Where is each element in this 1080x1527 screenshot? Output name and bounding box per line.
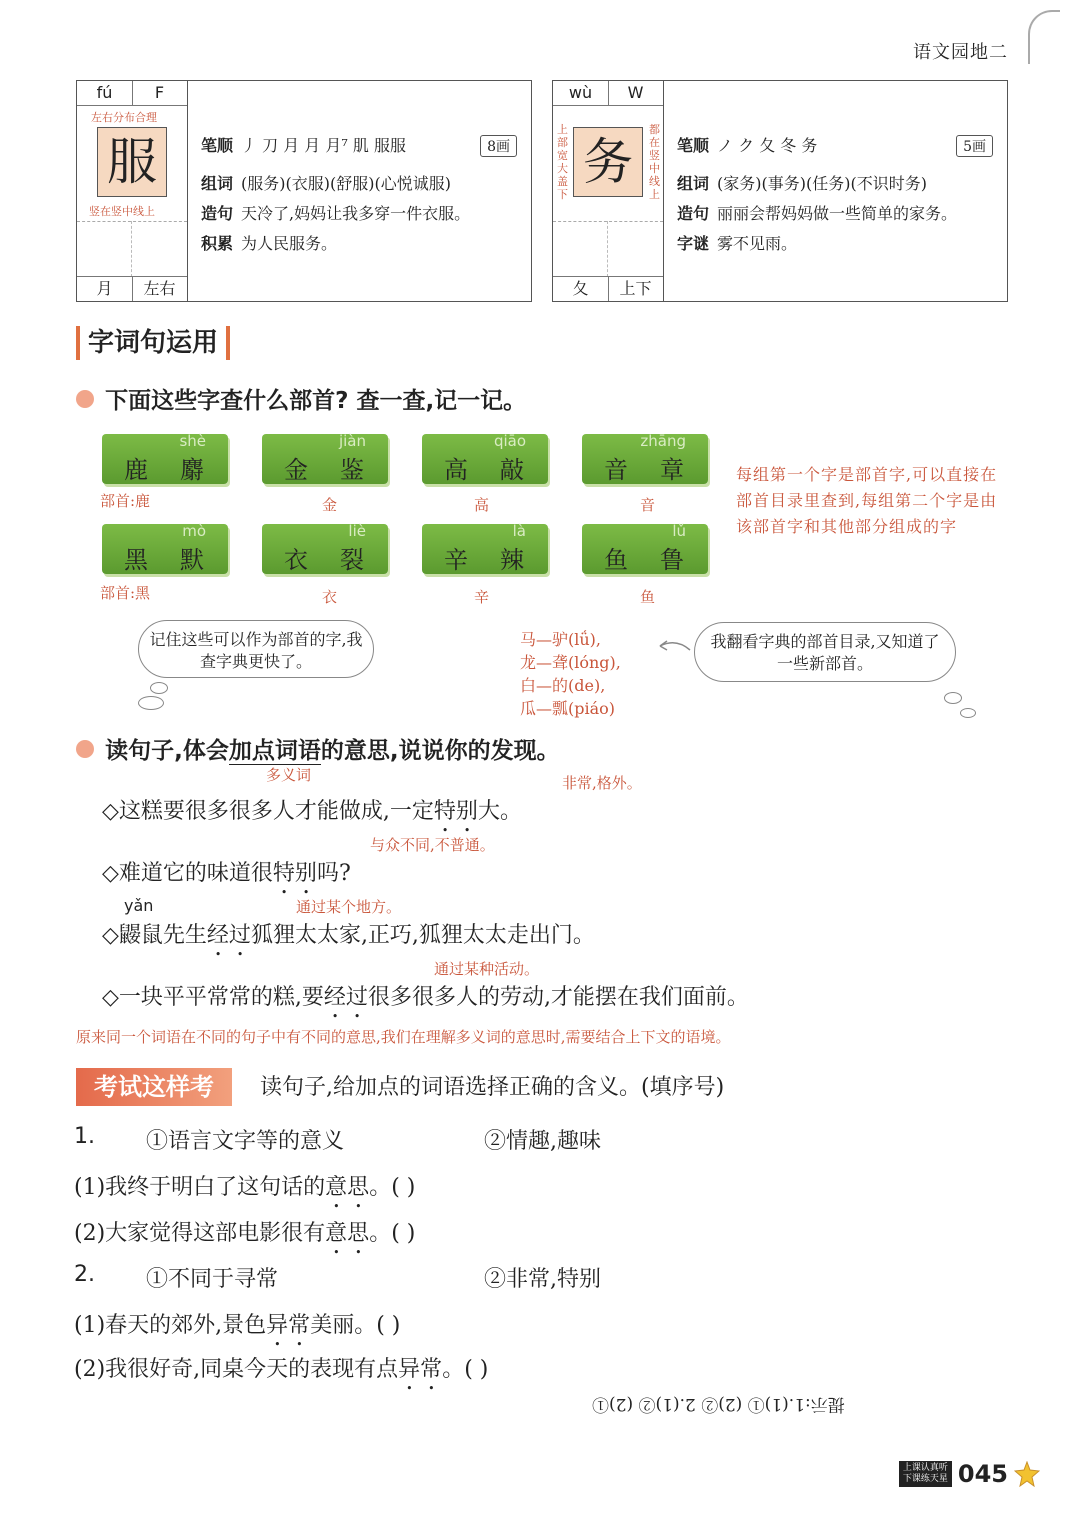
- char-card-fu: [76, 80, 532, 302]
- tile-radical-char: 衣: [284, 546, 308, 574]
- exam-q1-option-1: ①语言文字等的意义: [146, 1129, 345, 1154]
- sentence-text: 吗?: [316, 861, 351, 886]
- exam-q2-a: [74, 1308, 400, 1351]
- hint-right: 都在竖中线上: [649, 123, 660, 201]
- tile-pinyin: mò: [182, 522, 206, 540]
- hint-left: 上部宽大盖下: [557, 123, 568, 201]
- exam-instruction: 读句子,给加点的词语选择正确的含义。(填序号): [260, 1075, 725, 1100]
- pinyin-yan: yǎn: [124, 896, 154, 915]
- sentence-note: 通过某种活动。: [434, 960, 540, 978]
- bullet-icon: [76, 390, 94, 408]
- corner-curve: [1028, 10, 1060, 64]
- footer-slogan-line: 下课练天星: [902, 1474, 948, 1484]
- tile-pinyin: liè: [348, 522, 366, 540]
- question-2: [76, 732, 560, 765]
- dotted-word: 异常: [266, 1313, 311, 1338]
- radical-tile: [262, 434, 388, 484]
- exam-q1-number: 1.: [74, 1124, 95, 1149]
- exam-q2-option-1: ①不同于寻常: [146, 1267, 279, 1292]
- stroke-row: [201, 133, 406, 156]
- char-card-left: [77, 81, 188, 301]
- tile-radical-char: 音: [604, 456, 628, 484]
- zuci-text: (家务)(事务)(任务)(不识时务): [717, 174, 927, 193]
- sentence-text: ◇这糕要很多很多人才能做成,一定: [102, 799, 434, 824]
- radical-tile: [102, 434, 228, 484]
- practice-cell: [77, 221, 132, 277]
- arrow-icon: [656, 636, 692, 656]
- example-item: 瓜—瓢(piáo): [520, 699, 616, 718]
- zuci-row: [677, 171, 927, 194]
- dotted-word: 特别: [272, 861, 317, 886]
- radical: 月: [77, 276, 133, 301]
- answer-blank[interactable]: 。( ): [442, 1357, 489, 1382]
- sentence-1: [102, 794, 522, 837]
- tile-char: 辣: [500, 546, 524, 574]
- tile-char: 裂: [340, 546, 364, 574]
- radical-tile: [582, 434, 708, 484]
- exam-q2-b: [74, 1352, 488, 1395]
- question-2-mid: 加点词语: [228, 738, 321, 764]
- sentence-3: [102, 918, 595, 961]
- tile-radical-char: 黑: [124, 546, 148, 574]
- summary-note: 原来同一个词语在不同的句子中有不同的意思,我们在理解多义词的意思时,需要结合上下文的语境。: [76, 1028, 731, 1046]
- section-title: 字词句运用: [76, 326, 230, 360]
- exam-text: (1)春天的郊外,景色: [74, 1313, 267, 1338]
- question-2-pre: 读句子,体会: [105, 738, 229, 764]
- exam-q1-option-2: ②情趣,趣味: [484, 1129, 601, 1154]
- page-footer: [899, 1460, 1040, 1488]
- polysemy-note: 多义词: [266, 766, 312, 784]
- tile-char: 默: [180, 546, 204, 574]
- hint-bottom: 竖在竖中线上: [89, 205, 155, 218]
- pinyin: fú: [77, 81, 133, 106]
- radical-tile: [582, 524, 708, 574]
- radical-tile: [422, 434, 548, 484]
- radical-label: 高: [474, 496, 490, 514]
- radical-tile: [422, 524, 548, 574]
- side-note: 每组第一个字是部首字,可以直接在部首目录里查到,每组第二个字是由该部首字和其他部分组成的字: [736, 465, 998, 536]
- zimi-label: 字谜: [677, 234, 710, 253]
- question-1: [76, 382, 526, 415]
- radical-label: 音: [640, 496, 656, 514]
- practice-cell: [553, 221, 608, 277]
- bubble-tail: [960, 708, 976, 718]
- radical: 夂: [553, 276, 609, 301]
- page-number: 045: [957, 1460, 1008, 1488]
- footer-slogan-line: 上课认真听: [902, 1463, 948, 1473]
- stroke-order: 丿 刀 月 月 月⁷ 肌 服服: [241, 136, 406, 155]
- sentence-text: ◇鼹鼠先生: [102, 923, 207, 948]
- big-character: 务: [573, 127, 643, 197]
- radical-label: 金: [322, 496, 338, 514]
- capital-letter: F: [132, 81, 187, 106]
- stroke-order: ノ ク 夂 冬 务: [717, 136, 818, 155]
- hint-top: 左右分布合理: [91, 111, 157, 124]
- bubble-tail: [150, 682, 168, 694]
- dotted-word: 经过: [323, 985, 368, 1010]
- sentence-2: [102, 856, 351, 899]
- radical-label: 辛: [474, 588, 490, 606]
- example-item: 白—的(de),: [520, 676, 606, 695]
- question-2-post: 的意思,说说你的发现。: [320, 738, 560, 764]
- capital-letter: W: [608, 81, 663, 106]
- zimi-text: 雾不见雨。: [717, 234, 798, 253]
- tile-char: 鲁: [660, 546, 684, 574]
- sentence-4: [102, 980, 749, 1023]
- sentence-text: ◇一块平平常常的糕,要: [102, 985, 324, 1010]
- jilei-row: [201, 231, 337, 254]
- exam-text: (2)大家觉得这部电影很有: [74, 1221, 326, 1246]
- speech-bubble-right: 我翻看字典的部首目录,又知道了一些新部首。: [694, 622, 956, 682]
- tile-char: 麝: [180, 456, 204, 484]
- tile-pinyin: shè: [179, 432, 206, 450]
- exam-q1-a: [74, 1170, 415, 1213]
- tile-char: 鉴: [340, 456, 364, 484]
- tile-radical-char: 鹿: [124, 456, 148, 484]
- footer-slogan: [899, 1461, 952, 1487]
- bubble-tail: [138, 696, 164, 710]
- structure: 左右: [132, 276, 187, 301]
- char-card-wu: [552, 80, 1008, 302]
- answer-blank[interactable]: 。( ): [369, 1221, 416, 1246]
- structure: 上下: [608, 276, 663, 301]
- exam-text: (1)我终于明白了这句话的: [74, 1175, 326, 1200]
- exam-text: (2)我很好奇,同桌今天的表现有点: [74, 1357, 399, 1382]
- example-item: 马—驴(lǘ),: [520, 630, 601, 649]
- zaoju-text: 丽丽会帮妈妈做一些简单的家务。: [717, 204, 958, 223]
- answer-hint: 提示:1.(1)① (2)② 2.(1)② (2)①: [592, 1394, 845, 1414]
- sentence-note: 与众不同,不普通。: [370, 836, 495, 854]
- radical-label: 部首:鹿: [100, 492, 151, 510]
- sentence-text: 很多很多人的劳动,才能摆在我们面前。: [367, 985, 749, 1010]
- stroke-label: 笔顺: [677, 136, 710, 155]
- speech-bubble-left: 记住这些可以作为部首的字,我查字典更快了。: [138, 620, 374, 678]
- tile-pinyin: jiàn: [338, 432, 366, 450]
- dotted-word: 意思: [325, 1221, 370, 1246]
- zaoju-row: [201, 201, 470, 224]
- dotted-word: 异常: [398, 1357, 443, 1382]
- answer-blank[interactable]: 美丽。( ): [310, 1313, 401, 1338]
- zuci-text: (服务)(衣服)(舒服)(心悦诚服): [241, 174, 451, 193]
- tile-radical-char: 高: [444, 456, 468, 484]
- sentence-note: 通过某个地方。: [296, 898, 402, 916]
- sentence-note: 非常,格外。: [562, 774, 642, 792]
- zaoju-row: [677, 201, 957, 224]
- sentence-text: 狐狸太太家,正巧,狐狸太太走出门。: [250, 923, 595, 948]
- dotted-word: 意思: [325, 1175, 370, 1200]
- dotted-word: 特别: [433, 799, 478, 824]
- exam-tag: 考试这样考: [76, 1068, 232, 1106]
- bubble-tail: [944, 692, 962, 704]
- exam-q1-b: [74, 1216, 415, 1259]
- zuci-label: 组词: [677, 174, 710, 193]
- dotted-word: 经过: [206, 923, 251, 948]
- tile-char: 敲: [500, 456, 524, 484]
- tile-radical-char: 金: [284, 456, 308, 484]
- radical-tile: [262, 524, 388, 574]
- zaoju-label: 造句: [201, 204, 234, 223]
- pinyin: wù: [553, 81, 609, 106]
- tile-pinyin: zhāng: [640, 432, 686, 450]
- page-header-title: 语文园地二: [913, 42, 1008, 63]
- stroke-label: 笔顺: [201, 136, 234, 155]
- exam-q2-number: 2.: [74, 1262, 95, 1287]
- zimi-row: [677, 231, 797, 254]
- tile-radical-char: 鱼: [604, 546, 628, 574]
- stroke-row: [677, 133, 817, 156]
- example-item: 龙—聋(lóng),: [520, 653, 621, 672]
- zuci-row: [201, 171, 451, 194]
- radical-label: 部首:黑: [100, 584, 151, 602]
- star-icon: [1014, 1461, 1040, 1487]
- radical-label: 衣: [322, 588, 338, 606]
- radical-tile: [102, 524, 228, 574]
- zaoju-text: 天冷了,妈妈让我多穿一件衣服。: [241, 204, 471, 223]
- examples-list: [520, 628, 621, 720]
- sentence-text: 大。: [477, 799, 522, 824]
- sentence-text: ◇难道它的味道很: [102, 861, 273, 886]
- tile-pinyin: lǔ: [672, 522, 686, 540]
- jilei-label: 积累: [201, 234, 234, 253]
- char-card-left: [553, 81, 664, 301]
- big-character: 服: [97, 127, 167, 197]
- exam-q2-option-2: ②非常,特别: [484, 1267, 601, 1292]
- zaoju-label: 造句: [677, 204, 710, 223]
- radical-label: 鱼: [640, 588, 656, 606]
- tile-pinyin: qiāo: [493, 432, 526, 450]
- tile-char: 章: [660, 456, 684, 484]
- bullet-icon: [76, 740, 94, 758]
- tile-pinyin: là: [512, 522, 526, 540]
- stroke-count: 8画: [480, 135, 517, 157]
- tile-radical-char: 辛: [444, 546, 468, 574]
- question-1-text: 下面这些字查什么部首? 查一查,记一记。: [105, 388, 527, 414]
- stroke-count: 5画: [956, 135, 993, 157]
- jilei-text: 为人民服务。: [241, 234, 338, 253]
- zuci-label: 组词: [201, 174, 234, 193]
- answer-blank[interactable]: 。( ): [369, 1175, 416, 1200]
